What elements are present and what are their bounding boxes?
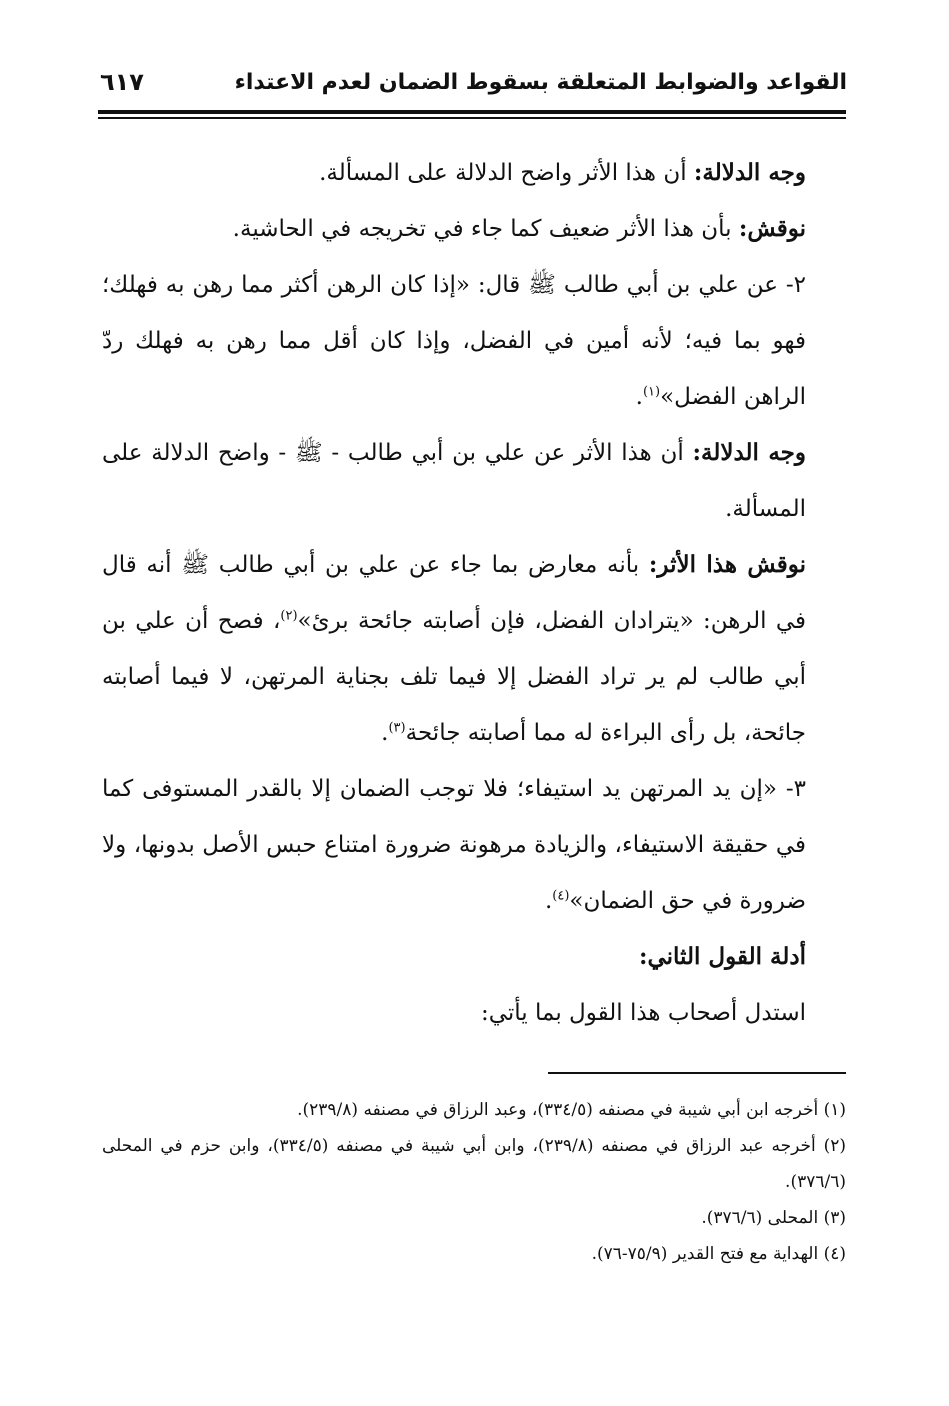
paragraph-label: نوقش:	[738, 215, 806, 242]
paragraph-argument-3	[102, 761, 846, 929]
paragraph-text: ، فصح أن علي بن أبي طالب لم ير تراد الفضل إلا فيما تلف بجناية المرتهن، لا فيما أصابته جائحة، بل رأى البراءة له مما أصابته جائحة	[102, 608, 806, 746]
footnote-ref[interactable]: (٣)	[388, 720, 406, 736]
paragraph-end: .	[635, 384, 643, 410]
paragraph-text: أن هذا الأثر واضح الدلالة على المسألة.	[319, 160, 694, 186]
footnote-ref[interactable]: (١)	[642, 384, 661, 400]
page-number: ٦١٧	[100, 68, 144, 96]
paragraph-objection-1	[102, 201, 846, 257]
paragraph-intro: استدل أصحاب هذا القول بما يأتي:	[480, 1000, 806, 1026]
footnote-3: (٣) المحلى (٣٧٦/٦).	[701, 1208, 846, 1228]
paragraph-end: .	[381, 720, 389, 746]
running-title: القواعد والضوابط المتعلقة بسقوط الضمان لعدم الاعتداء	[234, 70, 847, 95]
header-rule-thick	[98, 110, 846, 114]
paragraph-evidence-1	[102, 145, 846, 201]
paragraph-objection-2	[102, 537, 846, 761]
paragraph-text: ٢- عن علي بن أبي طالب ﷺ قال: «إذا كان الرهن أكثر مما رهن به فهلك؛ فهو بما فيه؛ لأنه أمين في الفضل، وإذا كان أقل مما رهن به فهلك ردّ الراهن الفضل»	[102, 272, 806, 410]
footnotes	[102, 1092, 846, 1272]
paragraph-label: نوقش هذا الأثر:	[648, 551, 806, 578]
footnote-ref[interactable]: (٤)	[552, 888, 570, 904]
paragraph-label: وجه الدلالة:	[692, 439, 806, 466]
footnote-separator	[548, 1072, 846, 1074]
footnote-2: (٢) أخرجه عبد الرزاق في مصنفه (٢٣٩/٨)، وابن أبي شيبة في مصنفه (٣٣٤/٥)، وابن حزم في المحلى (٣٧٦/٦).	[102, 1136, 846, 1192]
paragraph-end: .	[544, 888, 553, 914]
section-heading: أدلة القول الثاني:	[638, 943, 806, 970]
paragraph-athar-2	[102, 257, 846, 425]
paragraph-text: أن هذا الأثر عن علي بن أبي طالب - ﷺ - واضح الدلالة على المسألة.	[102, 440, 806, 522]
paragraph-label: وجه الدلالة:	[693, 159, 806, 186]
paragraph-text: بأنه معارض بما جاء عن علي بن أبي طالب ﷺ أنه قال في الرهن: «يترادان الفضل، فإن أصابته جائحة برئ»	[102, 552, 807, 634]
paragraph-evidence-2	[102, 425, 846, 537]
footnote-1: (١) أخرجه ابن أبي شيبة في مصنفه (٣٣٤/٥)، وعبد الرزاق في مصنفه (٢٣٩/٨).	[297, 1100, 846, 1120]
paragraph-text: بأن هذا الأثر ضعيف كما جاء في تخريجه في الحاشية.	[232, 216, 739, 242]
footnote-4: (٤) الهداية مع فتح القدير (٧٥/٩-٧٦).	[591, 1244, 846, 1264]
main-text	[102, 145, 846, 1041]
paragraph-text: ٣- «إن يد المرتهن يد استيفاء؛ فلا توجب الضمان إلا بالقدر المستوفى كما في حقيقة الاستيفاء، والزيادة مرهونة ضرورة امتناع حبس الأصل بدونها، ولا ضرورة في حق الضمان»	[102, 776, 806, 914]
footnote-ref[interactable]: (٢)	[280, 608, 298, 624]
header-rule-thin	[98, 117, 846, 119]
